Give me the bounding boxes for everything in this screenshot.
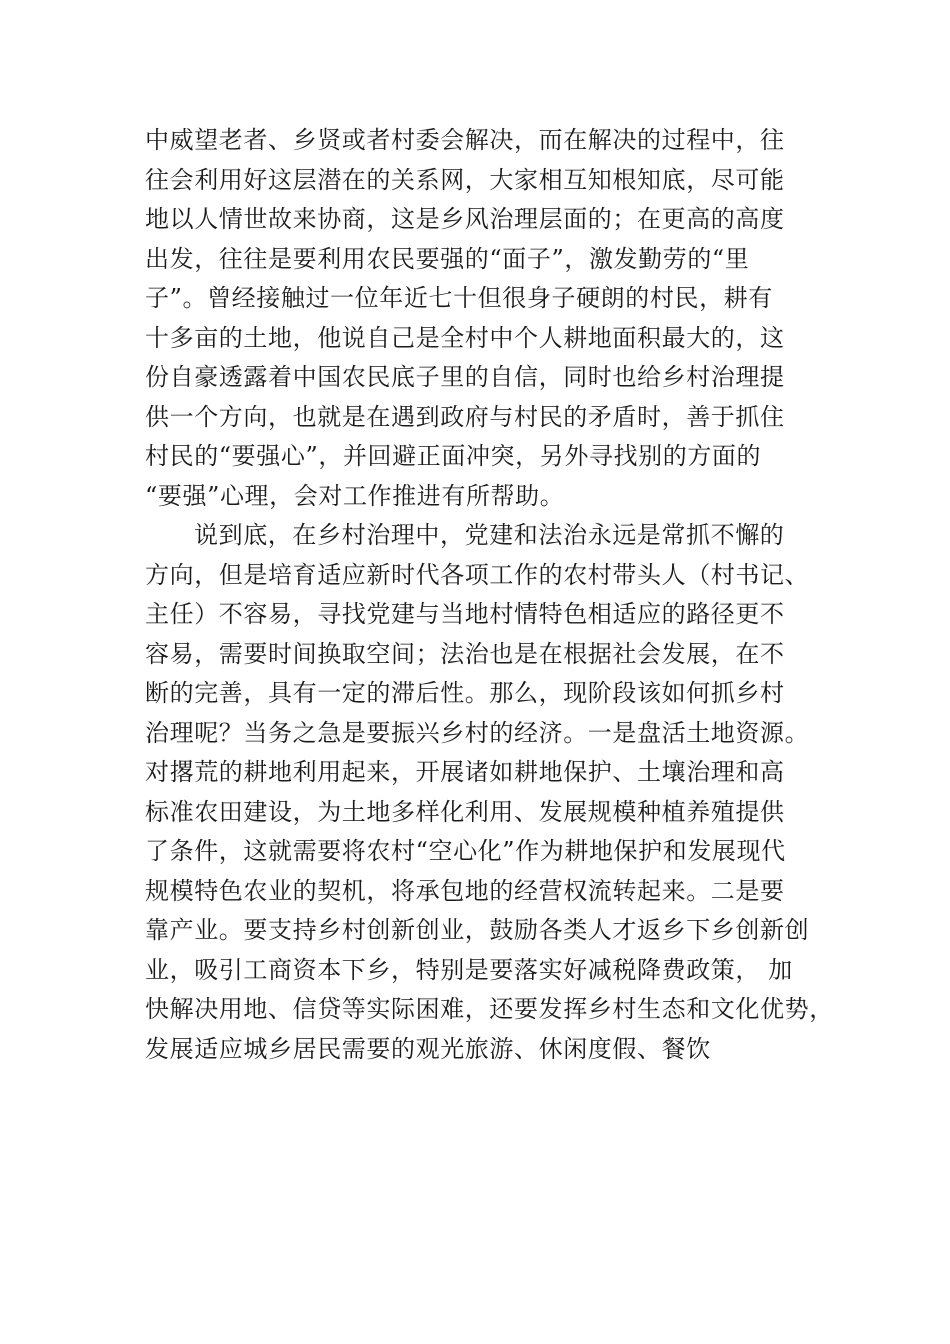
text-line: 地以人情世故来协商，这是乡风治理层面的；在更高的高度 xyxy=(145,205,785,233)
text-line: 发展适应城乡居民需要的观光旅游、休闲度假、餐饮 xyxy=(145,1034,711,1063)
text-line: 容易，需要时间换取空间；法治也是在根据社会发展，在不 xyxy=(145,639,785,668)
paragraph-start-line: 说到底，在乡村治理中，党建和法治永远是常抓不懈的 xyxy=(194,521,785,549)
text-line: 主任）不容易，寻找党建与当地村情特色相适应的路径更不 xyxy=(145,600,785,628)
text-line: 规模特色农业的契机，将承包地的经营权流转起来。二是要 xyxy=(145,876,785,905)
text-line: 方向，但是培育适应新时代各项工作的农村带头人（村书记、 xyxy=(145,560,810,589)
text-line: 中威望老者、乡贤或者村委会解决，而在解决的过程中，往 xyxy=(145,126,785,154)
text-line: 子”。曾经接触过一位年近七十但很身子硬朗的村民，耕有 xyxy=(145,284,773,312)
text-line: 快解决用地、信贷等实际困难，还要发挥乡村生态和文化优势， xyxy=(145,995,834,1023)
text-line: “要强”心理，会对工作推进有所帮助。 xyxy=(145,481,565,510)
text-line: 村民的“要强心”，并回避正面冲突，另外寻找别的方面的 xyxy=(145,442,762,470)
text-line: 了条件，这就需要将农村“空心化”作为耕地保护和发展现代 xyxy=(145,837,786,865)
body-text xyxy=(145,121,865,1069)
text-line: 往会利用好这层潜在的关系网，大家相互知根知底，尽可能 xyxy=(145,165,785,194)
text-line: 靠产业。要支持乡村创新创业，鼓励各类人才返乡下乡创新创 xyxy=(145,916,810,944)
text-line: 对撂荒的耕地利用起来，开展诸如耕地保护、土壤治理和高 xyxy=(145,758,785,786)
text-line: 供一个方向，也就是在遇到政府与村民的矛盾时，善于抓住 xyxy=(145,402,785,431)
text-line: 出发，往往是要利用农民要强的“面子”，激发勤劳的“里 xyxy=(145,244,750,273)
text-line: 标准农田建设，为土地多样化利用、发展规模种植养殖提供 xyxy=(145,797,785,826)
text-line: 治理呢？当务之急是要振兴乡村的经济。一是盘活土地资源。 xyxy=(145,718,810,747)
text-line: 业，吸引工商资本下乡，特别是要落实好减税降费政策， 加 xyxy=(145,955,793,984)
text-line: 十多亩的土地，他说自己是全村中个人耕地面积最大的，这 xyxy=(145,323,785,352)
text-line: 断的完善，具有一定的滞后性。那么，现阶段该如何抓乡村 xyxy=(145,679,785,707)
text-line: 份自豪透露着中国农民底子里的自信，同时也给乡村治理提 xyxy=(145,363,785,391)
